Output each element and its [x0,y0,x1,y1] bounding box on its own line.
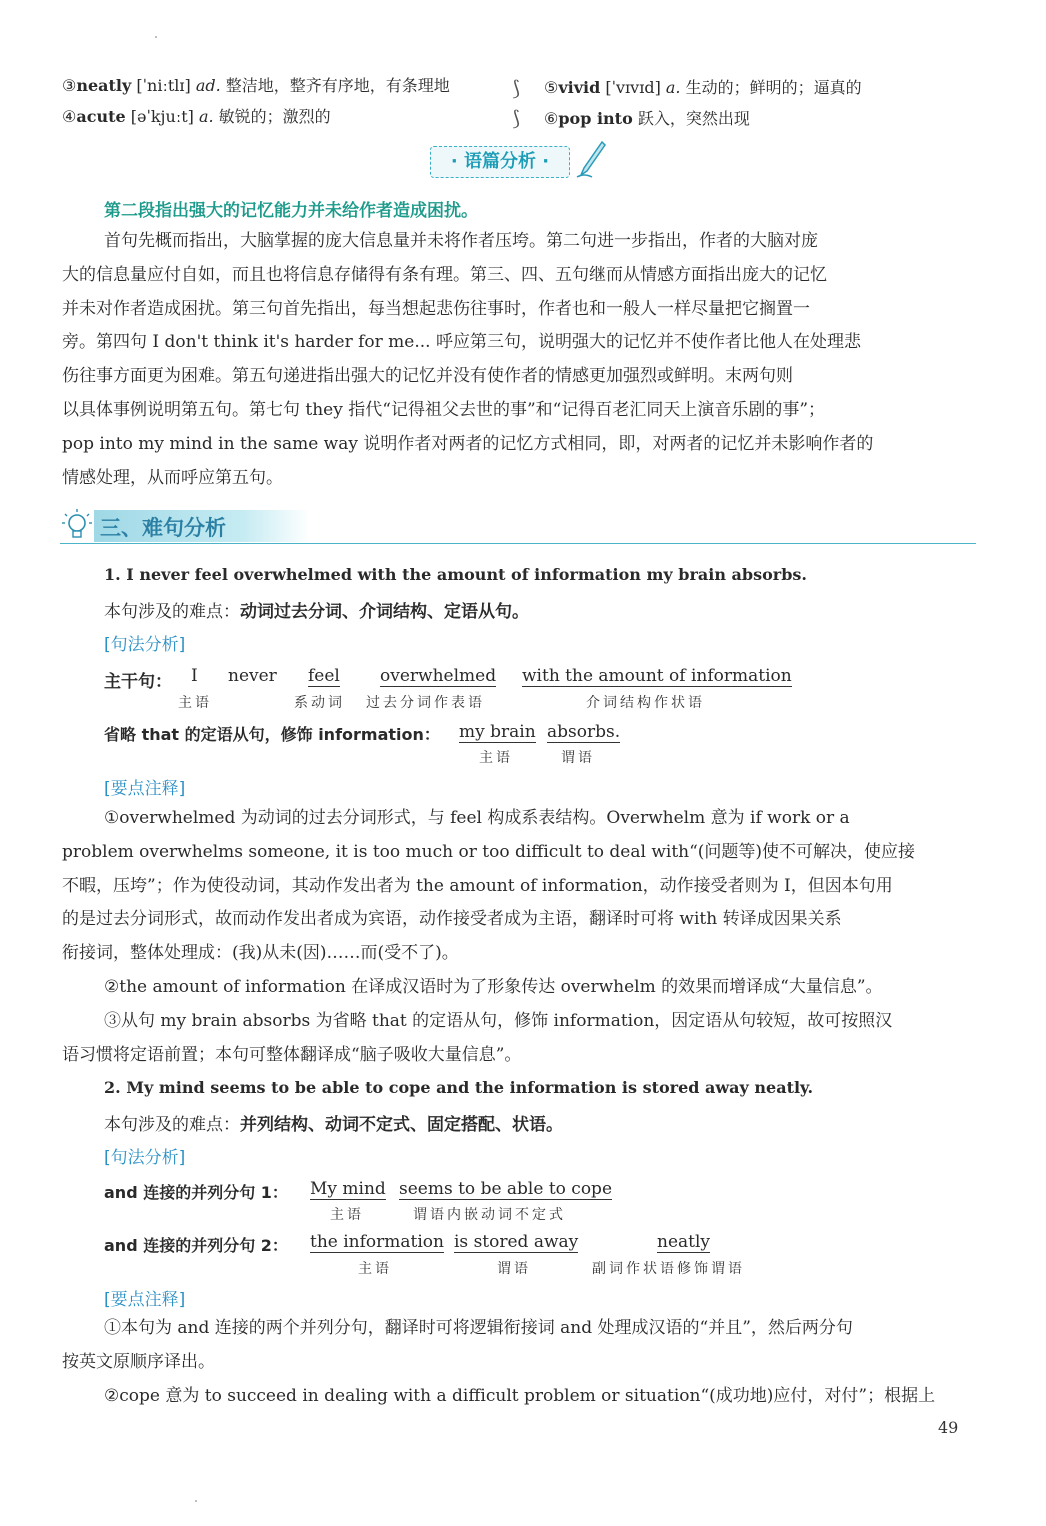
role-subject: 主语 [358,1261,392,1277]
section-label-discourse: · 语篇分析 · [430,146,570,178]
word-absorbs: absorbs. [547,722,621,742]
word-feel: feel [308,666,340,686]
word-never: never [228,666,277,686]
vocab-number: ③ [62,76,77,95]
analysis-subtitle: 第二段指出强大的记忆能力并未给作者造成困扰。 [104,201,478,221]
note-line: 衔接词，整体处理成：(我)从未(因)……而(受不了)。 [62,943,459,964]
note-line: ①overwhelmed 为动词的过去分词形式，与 feel 构成系表结构。Overwhelm 意为 if work or a [104,808,850,828]
note-line: 语习惯将定语前置；本句可整体翻译成“脑子吸收大量信息”。 [62,1044,522,1065]
note-line: ②the amount of information 在译成汉语时为了形象传达 overwhelm 的效果而增译成“大量信息”。 [104,976,883,997]
text-line: 伤往事方面更为困难。第五句递进指出强大的记忆并没有使作者的情感更加强烈或鲜明。末两句则 [62,366,793,387]
role-predicate: 谓语 [561,750,595,766]
vocab-item-5 [544,78,862,98]
note-line: ①本句为 and 连接的两个并列分句，翻译时可将逻辑衔接词 and 处理成汉语的“并且”，然后两分句 [104,1318,853,1338]
vocab-item-6 [544,109,750,129]
vocab-word: pop into [558,109,633,128]
vocab-phonetic: [ˈvɪvɪd] [600,78,666,97]
vocab-phonetic: [ˈniːtlɪ] [131,76,196,95]
vocab-number: ⑤ [544,78,559,97]
notes-paragraph-1 [62,802,976,1072]
word-seems-phrase: seems to be able to cope [399,1179,612,1199]
note-line: 按英文原顺序译出。 [62,1351,215,1372]
text-line: pop into my mind in the same way 说明作者对两者的记忆方式相同，即，对两者的记忆并未影响作者的 [62,433,874,454]
difficulty-prefix: 本句涉及的难点： [104,1115,240,1135]
difficulty-1 [104,597,529,622]
vocab-word: vivid [558,78,601,97]
notes-label: [要点注释] [104,1290,186,1310]
attributive-clause-label: 省略 that 的定语从句，修饰 information： [104,725,440,744]
scan-speck [195,1500,197,1502]
role-linking-verb: 系动词 [294,695,345,711]
notes-label: [要点注释] [104,779,186,799]
word-with-phrase: with the amount of information [522,666,792,686]
coordinate-clause-2-label: and 连接的并列分句 2： [104,1236,288,1255]
divider-swirl-icon: ⟆ [512,106,520,130]
lightbulb-icon [60,508,94,544]
note-line: ②cope 意为 to succeed in dealing with a difficult problem or situation“(成功地)应付，对付”；根据上 [104,1385,936,1406]
difficulty-list: 并列结构、动词不定式、固定搭配、状语。 [240,1115,563,1135]
text-line: 大的信息量应付自如，而且也将信息存储得有条有理。第三、四、五句继而从情感方面指出庞大的记忆 [62,264,827,285]
vocab-pos: a. [198,107,214,126]
vocab-pos: ad. [195,76,221,95]
vocab-word: acute [76,107,126,126]
difficulty-prefix: 本句涉及的难点： [104,602,240,622]
text-line: 情感处理，从而呼应第五句。 [62,467,283,488]
word-the-information: the information [310,1232,444,1252]
note-line: 的是过去分词形式，故而动作发出者成为宾语，动作接受者成为主语，翻译时可将 with 转译成因果关系 [62,909,842,930]
difficulty-2 [104,1110,563,1135]
vocab-definition: 整洁地，整齐有序地，有条理地 [220,76,450,95]
vocab-number: ⑥ [544,109,559,128]
coordinate-clause-1-label: and 连接的并列分句 1： [104,1183,288,1202]
word-overwhelmed: overwhelmed [380,666,497,686]
word-my-mind: My mind [310,1179,386,1199]
vocab-number: ④ [62,107,77,126]
vocab-definition: 跃入，突然出现 [632,109,750,128]
vocab-word: neatly [76,76,132,95]
vocab-item-3 [62,76,450,96]
section-heading [60,508,976,544]
role-adverbial: 副词作状语修饰谓语 [592,1261,745,1277]
divider-swirl-icon: ⟆ [512,76,520,100]
vocab-definition: 敏锐的；激烈的 [213,107,331,126]
role-past-participle: 过去分词作表语 [366,695,485,711]
sentence-1: 1. I never feel overwhelmed with the amount of information my brain absorbs. [104,565,807,584]
sentence-2: 2. My mind seems to be able to cope and the information is stored away neatly. [104,1078,814,1097]
syntax-label: [句法分析] [104,1148,186,1168]
word-my-brain: my brain [459,722,536,742]
text-line: 以具体事例说明第五句。第七句 they 指代“记得祖父去世的事”和“记得百老汇同天上演音乐剧的事”； [62,399,826,420]
role-subject: 主语 [178,695,212,711]
note-line: problem overwhelms someone, it is too much or too difficult to deal with“(问题等)使不可解决，使应接 [62,841,916,862]
note-line: ③从句 my brain absorbs 为省略 that 的定语从句，修饰 information，因定语从句较短，故可按照汉 [104,1010,893,1031]
vocab-item-4 [62,107,331,127]
role-subject: 主语 [479,750,513,766]
analysis-paragraph [62,225,976,495]
scan-speck [155,36,157,38]
vocab-definition: 生动的；鲜明的；逼真的 [680,78,862,97]
text-line: 旁。第四句 I don't think it's harder for me... 呼应第三句，说明强大的记忆并不使作者比他人在处理悲 [62,332,861,353]
role-infinitive: 谓语内嵌动词不定式 [413,1207,566,1223]
page-number: 49 [938,1418,959,1437]
role-subject: 主语 [330,1207,364,1223]
word-stored-away: is stored away [454,1232,579,1252]
section-heading-title: 三、难句分析 [100,516,226,540]
text-line: 首句先概而指出，大脑掌握的庞大信息量并未将作者压垮。第二句进一步指出，作者的大脑对庞 [104,231,818,251]
notes-paragraph-2 [62,1312,976,1413]
syntax-label: [句法分析] [104,635,186,655]
pen-icon [572,140,608,180]
role-predicate: 谓语 [497,1261,531,1277]
vocab-pos: a. [665,78,681,97]
text-line: 并未对作者造成困扰。第三句首先指出，每当想起悲伤往事时，作者也和一般人一样尽量把它搁置一 [62,298,810,319]
word-i: I [191,666,198,686]
role-prep-phrase: 介词结构作状语 [586,695,705,711]
vocab-phonetic: [əˈkjuːt] [125,107,199,126]
word-neatly: neatly [657,1232,711,1252]
difficulty-list: 动词过去分词、介词结构、定语从句。 [240,602,529,622]
main-clause-label: 主干句： [104,672,172,692]
note-line: 不暇，压垮”；作为使役动词，其动作发出者为 the amount of information，动作接受者则为 I，但因本句用 [62,875,893,896]
